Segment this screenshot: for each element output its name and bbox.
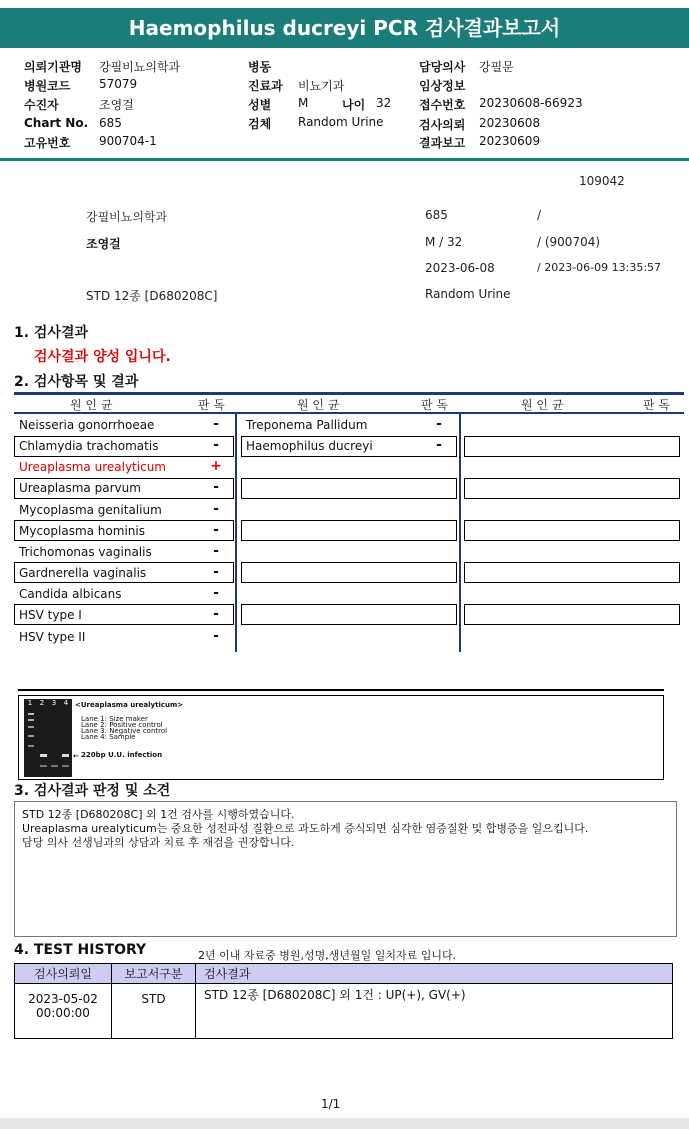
header-label: 접수번호 bbox=[419, 98, 466, 112]
history-col-header: 보고서구분 bbox=[112, 964, 196, 984]
header-label: 나이 bbox=[342, 98, 366, 112]
gel-band bbox=[62, 754, 69, 757]
history-date: 2023-05-02 bbox=[28, 992, 98, 1006]
gel-band bbox=[28, 719, 34, 721]
header-label: 성별 bbox=[248, 98, 272, 112]
header-label: 임상정보 bbox=[419, 79, 466, 93]
section4-title: 4. TEST HISTORY bbox=[14, 942, 147, 958]
header-value: 비뇨기과 bbox=[298, 79, 345, 93]
comment-line: 담당 의사 선생님과의 상담과 치료 후 재검을 권장합니다. bbox=[22, 836, 295, 849]
grid-top-line bbox=[14, 392, 684, 395]
organism-result: - bbox=[213, 416, 219, 432]
header-value: 20230608 bbox=[479, 116, 541, 130]
organism-result: - bbox=[213, 479, 219, 495]
gel-band bbox=[40, 754, 47, 757]
organism-name: Gardnerella vaginalis bbox=[19, 566, 147, 580]
organism-name: Mycoplasma genitalium bbox=[19, 503, 162, 517]
gel-marker-arrow: ← bbox=[73, 752, 79, 760]
patient-chart-no: 685 bbox=[425, 208, 448, 222]
organism-result: + bbox=[210, 458, 222, 474]
organism-name: Neisseria gonorrhoeae bbox=[19, 418, 155, 432]
patient-specimen: Random Urine bbox=[425, 287, 511, 301]
result-row-box bbox=[241, 604, 457, 625]
header-label: 진료과 bbox=[248, 79, 283, 93]
organism-name: Mycoplasma hominis bbox=[19, 524, 145, 538]
gel-lane-label: 4 bbox=[63, 699, 69, 707]
history-col-header: 검사결과 bbox=[196, 964, 673, 984]
patient-clinic: 강필비뇨의학과 bbox=[86, 210, 168, 224]
gel-panel bbox=[18, 695, 664, 780]
gel-top-line bbox=[18, 689, 664, 691]
header-label: 검체 bbox=[248, 117, 272, 131]
organism-name: Ureaplasma parvum bbox=[19, 481, 141, 495]
gel-lane-label: 3 bbox=[51, 699, 57, 707]
col-header-result: 판 독 bbox=[198, 398, 225, 412]
patient-code: 109042 bbox=[579, 174, 625, 188]
section3-title: 3. 검사결과 판정 및 소견 bbox=[14, 783, 171, 799]
history-col-header: 검사의뢰일 bbox=[15, 964, 112, 984]
gel-legend-item: Lane 2: Positive control bbox=[81, 721, 163, 729]
result-row-box bbox=[464, 562, 680, 583]
patient-birth: / (900704) bbox=[537, 235, 601, 249]
organism-name: Ureaplasma urealyticum bbox=[19, 460, 166, 474]
history-result: STD 12종 [D680208C] 외 1건 : UP(+), GV(+) bbox=[196, 984, 673, 1039]
grid-divider bbox=[459, 412, 461, 652]
page-number: 1/1 bbox=[321, 1097, 341, 1111]
organism-result: - bbox=[213, 437, 219, 453]
header-value: 57079 bbox=[99, 77, 138, 91]
col-header-organism: 원 인 균 bbox=[70, 398, 113, 412]
result-row-box bbox=[464, 436, 680, 457]
organism-name: Candida albicans bbox=[19, 587, 122, 601]
header-label: Chart No. bbox=[24, 116, 89, 130]
organism-result: - bbox=[436, 416, 442, 432]
organism-name: Treponema Pallidum bbox=[246, 418, 368, 432]
history-date-cell bbox=[15, 984, 112, 1039]
organism-result: - bbox=[213, 585, 219, 601]
grid-divider bbox=[235, 412, 237, 652]
header-value: Random Urine bbox=[298, 115, 384, 129]
history-table bbox=[14, 963, 673, 1039]
footer-band bbox=[0, 1118, 689, 1129]
gel-lane-label: 1 bbox=[27, 699, 33, 707]
header-label: 결과보고 bbox=[419, 136, 466, 150]
result-row-box bbox=[464, 604, 680, 625]
header-label: 고유번호 bbox=[24, 136, 71, 150]
header-value: M bbox=[298, 96, 309, 110]
patient-name: 조영걸 bbox=[86, 237, 121, 251]
header-value: 32 bbox=[376, 96, 392, 110]
organism-result: - bbox=[213, 628, 219, 644]
section2-title: 2. 검사항목 및 결과 bbox=[14, 374, 139, 390]
header-value: 20230608-66923 bbox=[479, 96, 583, 110]
comment-line: Ureaplasma urealyticum는 중요한 성전파성 질환으로 과도하게 증식되면 심각한 염증질환 및 합병증을 일으킵니다. bbox=[22, 822, 589, 835]
result-row-box bbox=[464, 478, 680, 499]
organism-result: - bbox=[213, 606, 219, 622]
organism-result: - bbox=[213, 522, 219, 538]
gel-band bbox=[51, 765, 58, 767]
col-header-organism: 원 인 균 bbox=[521, 398, 564, 412]
header-label: 검사의뢰 bbox=[419, 118, 466, 132]
header-label: 병원코드 bbox=[24, 79, 71, 93]
organism-result: - bbox=[213, 543, 219, 559]
patient-date-reported: / 2023-06-09 13:35:57 bbox=[537, 261, 662, 274]
header-value: 강필문 bbox=[479, 60, 514, 74]
gel-marker-label: 220bp U.U. infection bbox=[81, 751, 163, 759]
gel-band bbox=[28, 726, 34, 728]
organism-name: HSV type I bbox=[19, 608, 82, 622]
organism-result: - bbox=[213, 501, 219, 517]
gel-title: <Ureaplasma urealyticum> bbox=[75, 701, 184, 709]
header-divider bbox=[0, 158, 689, 161]
gel-legend-item: Lane 1: Size maker bbox=[81, 715, 148, 723]
organism-name: HSV type II bbox=[19, 630, 86, 644]
header-value: 900704-1 bbox=[99, 134, 157, 148]
header-label: 담당의사 bbox=[419, 60, 466, 74]
history-row bbox=[15, 984, 673, 1039]
header-label: 병동 bbox=[248, 60, 272, 74]
patient-slash: / bbox=[537, 208, 542, 222]
history-time: 00:00:00 bbox=[36, 1006, 90, 1020]
organism-result: - bbox=[213, 564, 219, 580]
header-value: 조영걸 bbox=[99, 98, 134, 112]
gel-band bbox=[40, 765, 47, 767]
col-header-result: 판 독 bbox=[643, 398, 670, 412]
comment-box bbox=[14, 801, 677, 937]
header-value: 강필비뇨의학과 bbox=[99, 60, 181, 74]
report-title: Haemophilus ducreyi PCR 검사결과보고서 bbox=[0, 8, 689, 48]
result-row-box bbox=[241, 478, 457, 499]
col-header-organism: 원 인 균 bbox=[297, 398, 340, 412]
comment-line: STD 12종 [D680208C] 외 1건 검사를 시행하였습니다. bbox=[22, 808, 295, 821]
patient-sex-age: M / 32 bbox=[425, 235, 463, 249]
organism-name: Chlamydia trachomatis bbox=[19, 439, 159, 453]
header-label: 수진자 bbox=[24, 98, 59, 112]
header-label: 의뢰기관명 bbox=[24, 60, 82, 74]
positive-result-note: 검사결과 양성 입니다. bbox=[34, 349, 171, 365]
gel-band bbox=[62, 765, 69, 767]
result-row-box bbox=[241, 562, 457, 583]
result-row-box bbox=[241, 520, 457, 541]
gel-lane-labels bbox=[24, 699, 72, 709]
history-note: 2년 이내 자료중 병원,성명,생년월일 일치자료 입니다. bbox=[198, 949, 457, 962]
history-type: STD bbox=[112, 984, 196, 1039]
section1-title: 1. 검사결과 bbox=[14, 325, 89, 341]
patient-test-name: STD 12종 [D680208C] bbox=[86, 289, 218, 303]
result-row-box bbox=[464, 520, 680, 541]
header-value: 685 bbox=[99, 116, 122, 130]
organism-name: Haemophilus ducreyi bbox=[246, 439, 373, 453]
organism-name: Trichomonas vaginalis bbox=[19, 545, 152, 559]
gel-band bbox=[28, 745, 34, 747]
grid-header-line bbox=[14, 412, 684, 414]
header-value: 20230609 bbox=[479, 134, 541, 148]
gel-legend-item: Lane 4: Sample bbox=[81, 733, 136, 741]
organism-result: - bbox=[436, 437, 442, 453]
col-header-result: 판 독 bbox=[421, 398, 448, 412]
gel-legend-item: Lane 3: Negative control bbox=[81, 727, 168, 735]
gel-lane-label: 2 bbox=[39, 699, 45, 707]
gel-band bbox=[28, 713, 34, 715]
gel-image bbox=[24, 699, 72, 777]
patient-date-received: 2023-06-08 bbox=[425, 261, 495, 275]
gel-band bbox=[28, 735, 34, 737]
